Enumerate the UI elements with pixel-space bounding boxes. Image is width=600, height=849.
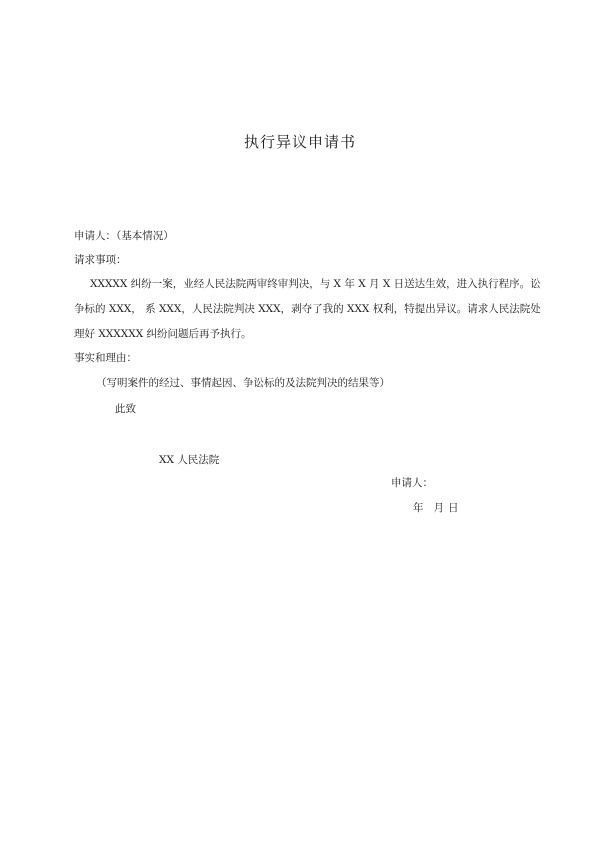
- signature-label: 申请人：: [391, 477, 433, 489]
- document-title: 执行异议申请书: [243, 133, 356, 151]
- applicant-line: 申请人：（基本情况）: [74, 230, 174, 242]
- date-day: 日: [448, 502, 459, 514]
- request-heading: 请求事项：: [74, 254, 127, 266]
- request-body-line-3: 理好 XXXXXX 纠纷问题后再予执行。: [74, 328, 252, 340]
- request-body-line-2: 争标的 XXX， 系 XXX，人民法院判决 XXX，剥夺了我的 XXX 权利，特提出异议。请求人民法院处: [74, 303, 541, 315]
- date-line: [413, 501, 459, 515]
- greeting: 此致: [115, 403, 136, 415]
- date-year: 年: [413, 502, 424, 514]
- request-body-line-1: XXXXX 纠纷一案，业经人民法院两审终审判决，与 X 年 X 月 X 日送达生效，进入执行程序。讼: [90, 278, 541, 290]
- court-name: XX 人民法院: [159, 454, 220, 466]
- date-month: 月: [433, 502, 444, 514]
- facts-note: （写明案件的经过、事情起因、争讼标的及法院判决的结果等）: [96, 377, 390, 389]
- facts-heading: 事实和理由：: [74, 352, 137, 364]
